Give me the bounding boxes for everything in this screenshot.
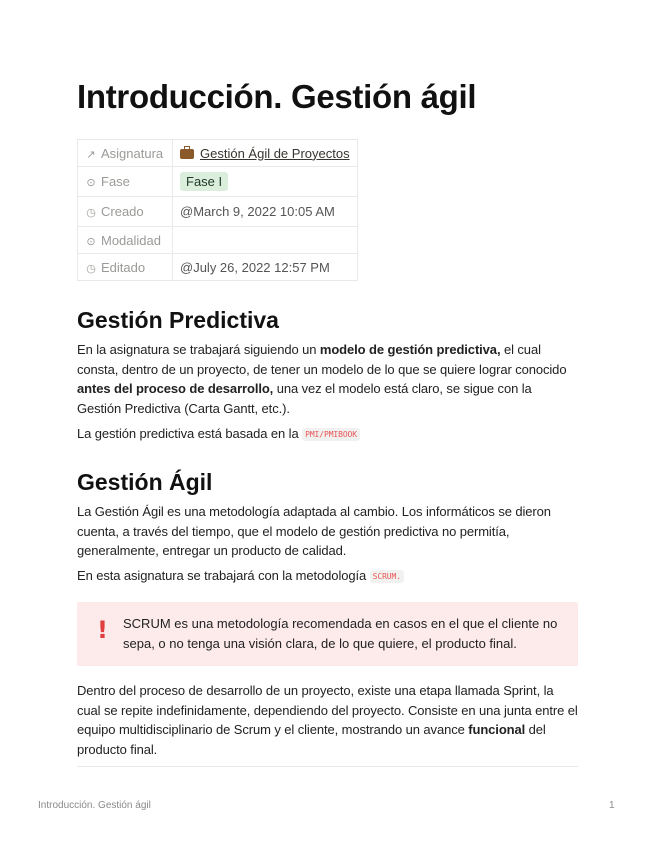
property-name-cell bbox=[78, 140, 173, 167]
page-title: Introducción. Gestión ágil bbox=[77, 78, 477, 115]
property-name: Creado bbox=[101, 204, 144, 219]
course-link[interactable]: Gestión Ágil de Proyectos bbox=[200, 145, 350, 161]
created-date: @March 9, 2022 10:05 AM bbox=[173, 197, 358, 227]
text-run: En esta asignatura se trabajará con la metodología bbox=[77, 568, 370, 583]
property-row-creado bbox=[78, 197, 358, 227]
text-run: el cual consta, dentro de un proyecto, de tener un modelo de lo que se quiere lograr conocido bbox=[77, 342, 567, 377]
property-name-cell bbox=[78, 197, 173, 227]
bold-text: funcional bbox=[468, 722, 526, 738]
clock-icon: ◷ bbox=[86, 262, 96, 275]
property-name: Editado bbox=[101, 259, 146, 275]
properties-table bbox=[77, 139, 358, 281]
property-name-cell bbox=[78, 254, 173, 281]
property-name-cell bbox=[78, 227, 173, 254]
text-run: del producto final. bbox=[77, 722, 546, 757]
section-heading-predictiva: Gestión Predictiva bbox=[77, 307, 279, 333]
bold-text: antes del proceso de desarrollo, bbox=[77, 381, 274, 397]
property-name-cell bbox=[78, 167, 173, 197]
property-name: Modalidad bbox=[101, 232, 161, 248]
property-row-editado bbox=[78, 254, 358, 281]
paragraph-agil-3 bbox=[77, 681, 578, 759]
property-row-modalidad bbox=[78, 227, 358, 254]
property-row-asignatura bbox=[78, 140, 358, 167]
inline-code: SCRUM. bbox=[370, 570, 404, 583]
paragraph-predictiva-1 bbox=[77, 340, 578, 418]
edited-date: @July 26, 2022 12:57 PM bbox=[173, 254, 358, 281]
dropdown-circle-icon: ⊙ bbox=[86, 177, 96, 189]
property-value-cell bbox=[173, 167, 358, 197]
text-run: una vez el modelo está claro, se sigue con la Gestión Predictiva (Carta Gantt, etc.). bbox=[77, 381, 532, 416]
arrow-up-right-icon: ↗ bbox=[86, 148, 96, 161]
text-run: Dentro del proceso de desarrollo de un proyecto, existe una etapa llamada Sprint, la cual se repite indefinidamente, dependiendo del proyecto. Consiste en una junta entre el equipo multidisciplinario de Scrum y el cliente, mostrando un avance bbox=[77, 683, 578, 738]
callout-text: SCRUM es una metodología recomendada en casos en el que el cliente no sepa, o no tenga una visión clara, de lo que quiere, el producto final. bbox=[123, 616, 558, 651]
text-run: En la asignatura se trabajará siguiendo un bbox=[77, 342, 320, 357]
phase-tag[interactable]: Fase I bbox=[180, 172, 228, 191]
paragraph-agil-1: La Gestión Ágil es una metodología adaptada al cambio. Los informáticos se dieron cuenta, a través del tiempo, que el modelo de gestión predictiva no permitía, generalmente, entregar un producto de calidad. bbox=[77, 504, 551, 559]
inline-code: PMI/PMIBOOK bbox=[302, 428, 360, 441]
property-value-cell bbox=[173, 140, 358, 167]
property-name: Fase bbox=[101, 174, 130, 189]
bold-text: modelo de gestión predictiva, bbox=[319, 342, 501, 357]
briefcase-icon bbox=[180, 149, 194, 159]
paragraph-agil-2 bbox=[77, 566, 578, 587]
text-run: La gestión predictiva está basada en la bbox=[77, 426, 303, 441]
footer-title: Introducción. Gestión ágil bbox=[38, 800, 151, 811]
property-row-fase bbox=[78, 167, 358, 197]
property-name: Asignatura bbox=[101, 145, 164, 161]
divider bbox=[77, 766, 578, 767]
page-number: 1 bbox=[609, 800, 615, 811]
modality-value[interactable] bbox=[173, 227, 358, 254]
paragraph-predictiva-2 bbox=[77, 424, 578, 445]
exclamation-icon: ! bbox=[97, 616, 108, 644]
dropdown-circle-icon: ⊙ bbox=[86, 235, 96, 248]
callout-box bbox=[77, 602, 578, 666]
section-heading-agil: Gestión Ágil bbox=[77, 469, 213, 495]
clock-icon: ◷ bbox=[86, 207, 96, 219]
